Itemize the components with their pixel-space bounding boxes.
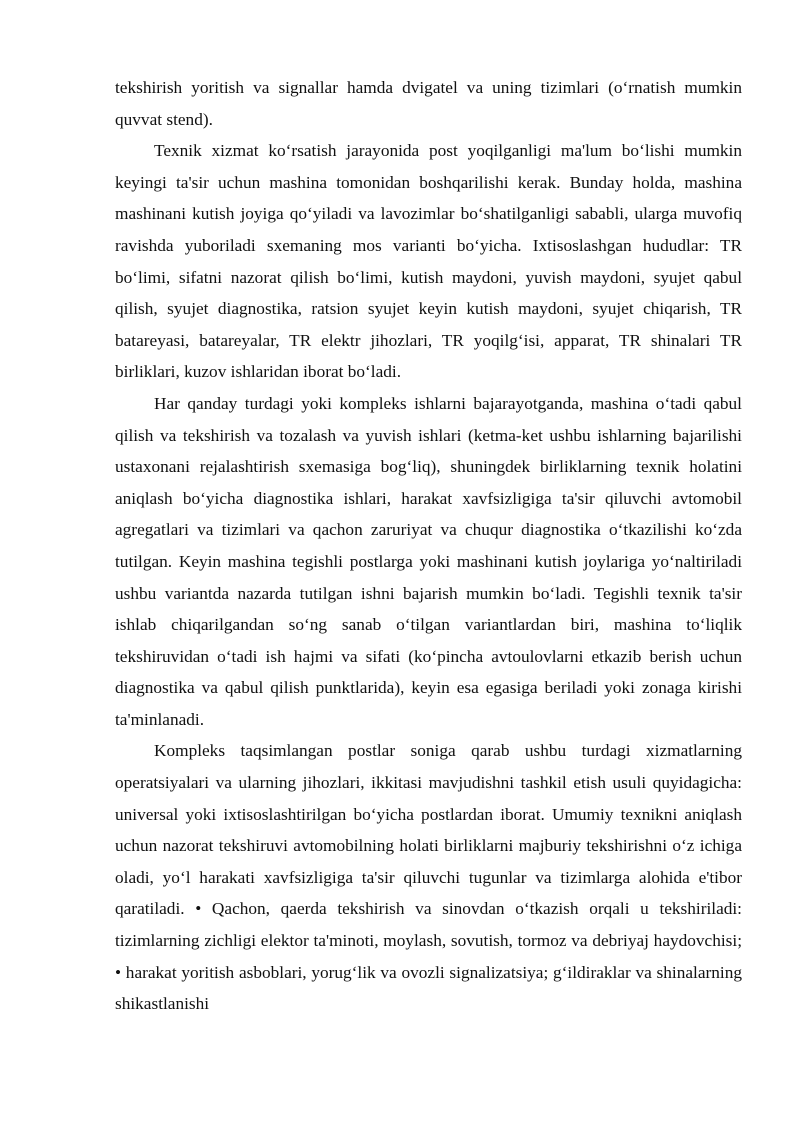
paragraph-distributed-posts: Kompleks taqsimlangan postlar soniga qarab ushbu turdagi xizmatlarning operatsiyalari va ularning jihozlari, ikkitasi mavjudishni tashkil etish usuli quyidagicha: universal yoki ixtisoslashtirilgan bo‘yicha postlardan iborat. Umumiy texnikni aniqlash uchun nazorat tekshiruvi avtomobilning holati birliklarni majburiy tekshirishni o‘z ichiga oladi, yo‘l harakati xavfsizligiga ta'sir qiluvchi tugunlar va tizimlarga alohida e'tibor qaratiladi. • Qachon, qaerda tekshirish va sinovdan o‘tkazish orqali u tekshiriladi: tizimlarning zichligi elektor ta'minoti, moylash, sovutish, tormoz va debriyaj haydovchisi; • harakat yoritish asboblari, yorug‘lik va ovozli signalizatsiya; g‘ildiraklar va shinalarning shikastlanishi: [115, 741, 742, 1014]
document-page: [115, 72, 742, 1020]
paragraph-complex-works: Har qanday turdagi yoki kompleks ishlarni bajarayotganda, mashina o‘tadi qabul qilish va tekshirish va tozalash va yuvish ishlari (ketma-ket ushbu ishlarning bajarilishi ustaxonani rejalashtirish sxemasiga bog‘liq), shuningdek birliklarning texnik holatini aniqlash bo‘yicha diagnostika ishlari, harakat xavfsizligiga ta'sir qiluvchi avtomobil agregatlari va tizimlari va qachon zaruriyat va chuqur diagnostika o‘tkazilishi ko‘zda tutilgan. Keyin mashina tegishli postlarga yoki mashinani kutish joylariga yo‘naltiriladi ushbu variantda nazarda tutilgan ishni bajarish mumkin bo‘ladi. Tegishli texnik ta'sir ishlab chiqarilgandan so‘ng sanab o‘tilgan variantlardan biri, mashina to‘liqlik tekshiruvidan o‘tadi ish hajmi va sifati (ko‘pincha avtoulovlarni etkazib berish uchun diagnostika va qabul qilish punktlarida), keyin esa egasiga beriladi yoki zonaga kirishi ta'minlanadi.: [115, 393, 742, 729]
paragraph-maintenance-process: Texnik xizmat ko‘rsatish jarayonida post yoqilganligi ma'lum bo‘lishi mumkin keyingi ta'sir uchun mashina tomonidan boshqarilishi kerak. Bunday holda, mashina mashinani kutish joyiga qo‘yiladi va lavozimlar bo‘shatilganligi sababli, ularga muvofiq ravishda yuboriladi sxemaning mos varianti bo‘yicha. Ixtisoslashgan hududlar: TR bo‘limi, sifatni nazorat qilish bo‘limi, kutish maydoni, yuvish maydoni, syujet qabul qilish, syujet diagnostika, ratsion syujet keyin kutish maydoni, syujet chiqarish, TR batareyasi, batareyalar, TR elektr jihozlari, TR yoqilg‘isi, apparat, TR shinalari TR birliklari, kuzov ishlaridan iborat bo‘ladi.: [115, 141, 742, 382]
paragraph-continuation: tekshirish yoritish va signallar hamda dvigatel va uning tizimlari (o‘rnatish mumkin quvvat stend).: [115, 78, 742, 129]
